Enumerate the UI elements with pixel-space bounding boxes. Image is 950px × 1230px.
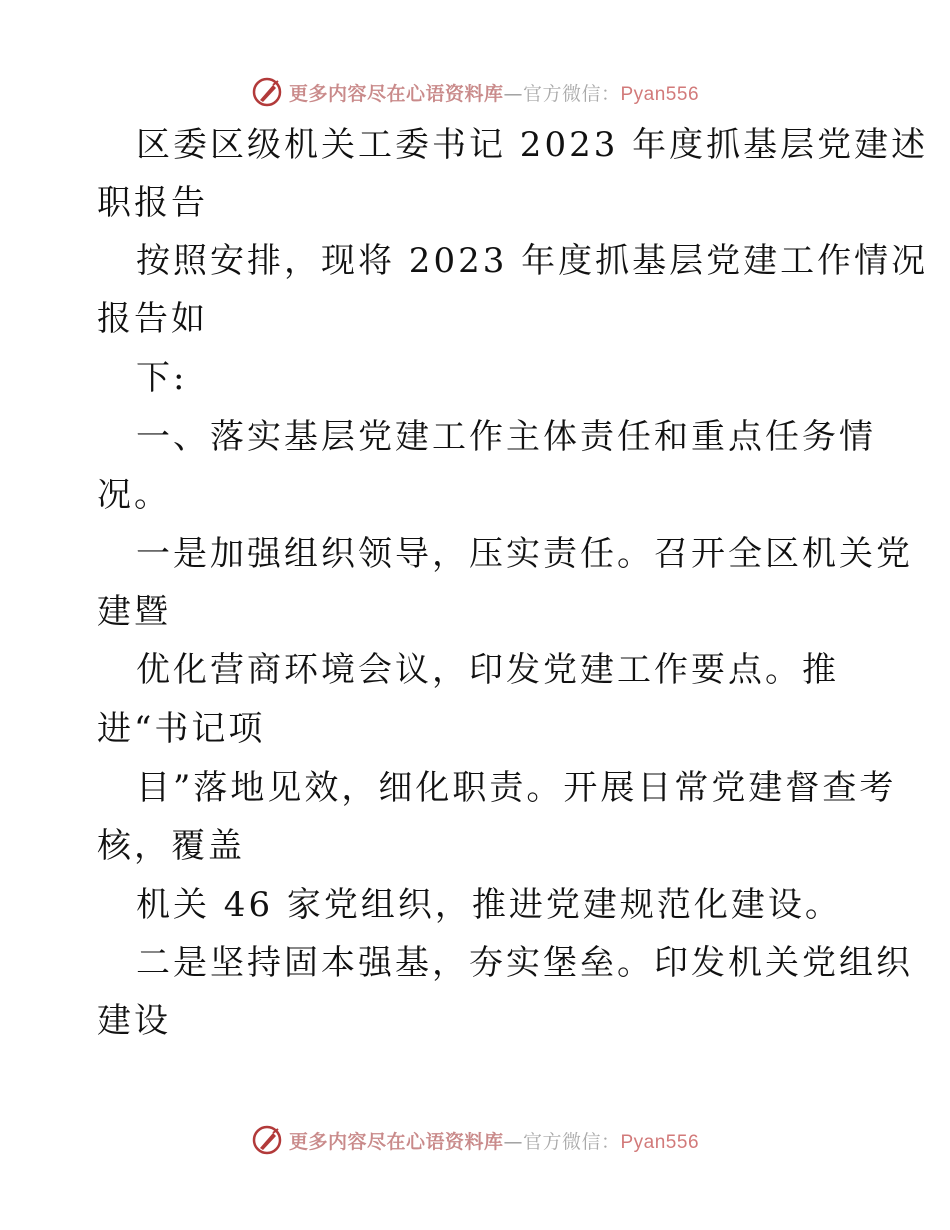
header-watermark: [0, 72, 950, 112]
doc-paragraph-line: 进“书记项: [97, 709, 266, 749]
watermark-id-text: Pyan556: [620, 83, 700, 105]
watermark-main-text: 更多内容尽在心语资料库: [288, 1130, 504, 1153]
doc-paragraph-line: 机关 46 家党组织，推进党建规范化建设。: [136, 885, 842, 925]
doc-paragraph-line: 一是加强组织领导，压实责任。召开全区机关党: [136, 534, 913, 574]
doc-paragraph-line: 优化营商环境会议，印发党建工作要点。推: [136, 650, 839, 690]
watermark-sub-text: 官方微信：: [522, 82, 621, 105]
doc-paragraph-line: 报告如: [97, 299, 208, 339]
doc-paragraph-line: 下:: [136, 358, 188, 398]
doc-section-heading-line: 况。: [97, 475, 171, 515]
doc-title-line-1: 区委区级机关工委书记 2023 年度抓基层党建述: [136, 125, 929, 165]
doc-paragraph-line: 核，覆盖: [97, 826, 245, 866]
quill-logo-icon: [251, 76, 283, 108]
watermark-dash: —: [503, 1130, 523, 1153]
watermark-dash: —: [503, 82, 523, 105]
doc-title-line-2: 职报告: [97, 183, 208, 223]
footer-watermark: [0, 1120, 950, 1160]
doc-paragraph-line: 二是坚持固本强基，夯实堡垒。印发机关党组织: [136, 943, 913, 983]
doc-section-heading-line: 一、落实基层党建工作主体责任和重点任务情: [136, 417, 876, 457]
quill-logo-icon: [251, 1124, 283, 1156]
watermark-sub-text: 官方微信：: [522, 1130, 621, 1153]
watermark-main-text: 更多内容尽在心语资料库: [288, 82, 504, 105]
doc-paragraph-line: 建设: [97, 1001, 171, 1041]
doc-paragraph-line: 目”落地见效，细化职责。开展日常党建督查考: [136, 768, 897, 808]
watermark-id-text: Pyan556: [620, 1131, 700, 1153]
doc-paragraph-line: 建暨: [97, 592, 171, 632]
doc-paragraph-line: 按照安排，现将 2023 年度抓基层党建工作情况: [136, 241, 929, 281]
